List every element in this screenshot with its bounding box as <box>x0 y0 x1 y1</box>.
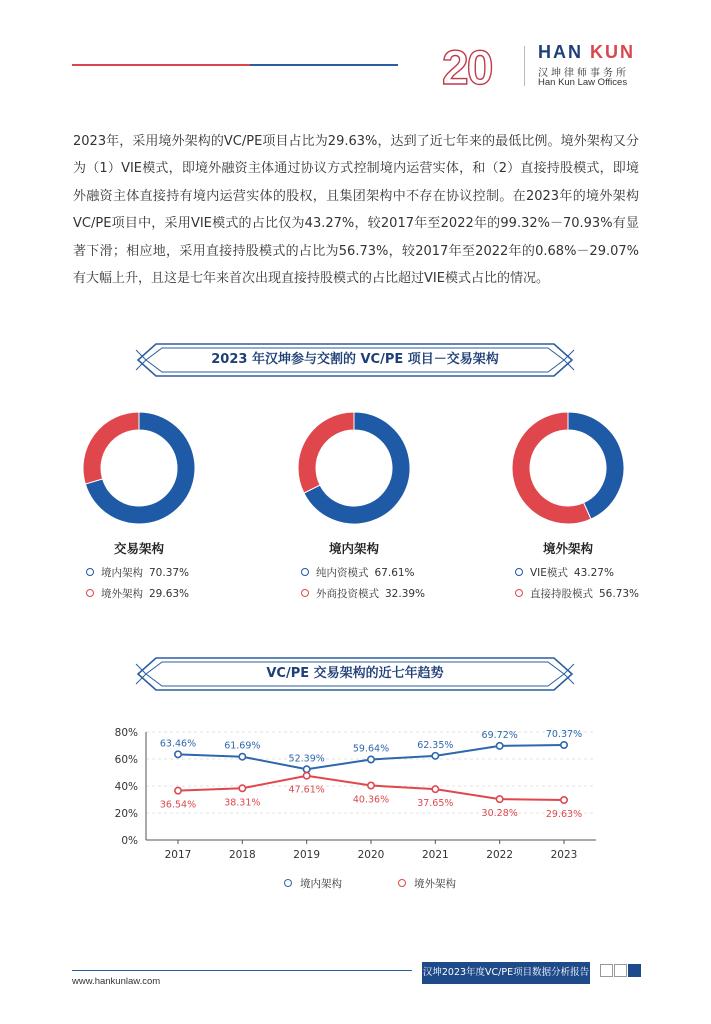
legend-marker-icon <box>301 568 309 576</box>
section-banner-transaction-structure <box>134 342 576 378</box>
footer-rule <box>72 970 412 971</box>
legend-value: 32.39% <box>385 588 426 600</box>
data-point-offshore <box>496 796 502 802</box>
donut-title-offshore-structure: 境外架构 <box>542 541 593 556</box>
footer-square-3 <box>628 964 641 977</box>
body-paragraph: 2023年，采用境外架构的VC/PE项目占比为29.63%，达到了近七年来的最低比例。境外架构又分为（1）VIE模式，即境外融资主体通过协议方式控制境内运营实体，和（2）直接持股模式，即境外融资主体直接持有境内运营实体的股权，且集团架构中不存在协议控制。在2023年的境外架构VC/PE项目中，采用VIE模式的占比仅为43.27%，较2017年至2022年的99.32%－70.93%有显著下滑；相应地，采用直接持股模式的占比为56.73%，较2017年至2022年的0.68%－29.07%有大幅上升，且这是七年来首次出现直接持股模式的占比超过VIE模式占比的情况。 <box>73 134 639 287</box>
legend-marker-icon <box>301 589 309 597</box>
donut-chart-transaction-structure <box>83 412 195 524</box>
legend-marker-icon <box>86 589 94 597</box>
data-label-offshore: 38.31% <box>224 797 261 809</box>
legend-value: 43.27% <box>573 567 614 579</box>
data-label-domestic: 70.37% <box>545 729 583 741</box>
legend-label: VIE模式 <box>530 567 568 579</box>
x-tick-label: 2020 <box>357 849 385 861</box>
data-point-offshore <box>432 786 438 792</box>
legend-marker-icon <box>515 589 523 597</box>
legend-marker-offshore <box>398 879 406 887</box>
data-label-domestic: 62.35% <box>417 739 454 751</box>
footer-report-title: 汉坤2023年度VC/PE项目数据分析报告 <box>422 962 590 984</box>
data-point-offshore <box>239 785 245 791</box>
section2-title: VC/PE 交易架构的近七年趋势 <box>266 666 444 681</box>
data-label-offshore: 40.36% <box>352 794 390 806</box>
donut-chart-offshore-structure <box>512 412 624 524</box>
data-label-offshore: 36.54% <box>159 799 197 811</box>
legend-label: 外商投资模式 <box>316 588 379 600</box>
x-tick-label: 2018 <box>228 849 256 861</box>
header-rule-red <box>72 64 250 66</box>
brand-english-name: Han Kun Law Offices <box>538 77 628 88</box>
legend-value: 29.63% <box>149 588 190 600</box>
footer-square-2 <box>614 964 627 977</box>
brand-name-part-2: KUN <box>590 42 636 62</box>
data-label-offshore: 30.28% <box>481 808 518 820</box>
legend-marker-icon <box>86 568 94 576</box>
section1-title: 2023 年汉坤参与交割的 VC/PE 项目－交易架构 <box>211 352 499 367</box>
brand-name-part-1: HAN <box>538 42 583 62</box>
trend-line-chart <box>100 720 620 900</box>
donut-legend-pure-domestic <box>301 565 415 580</box>
donut-chart-domestic-structure <box>298 412 410 524</box>
data-label-domestic: 61.69% <box>224 740 261 752</box>
brand-logo <box>538 42 635 63</box>
brand-chinese-name: 汉坤律师事务所 <box>538 68 629 79</box>
logo-number: 20 <box>442 44 492 88</box>
legend-marker-icon <box>515 568 523 576</box>
data-point-offshore <box>368 782 374 788</box>
data-label-offshore: 37.65% <box>417 798 454 810</box>
data-label-domestic: 63.46% <box>159 738 197 750</box>
footer-square-1 <box>600 964 613 977</box>
x-tick-label: 2023 <box>550 849 578 861</box>
donut-title-transaction-structure: 交易架构 <box>113 541 164 556</box>
x-tick-label: 2017 <box>164 849 192 861</box>
legend-label-domestic: 境内架构 <box>300 878 342 890</box>
y-tick-label: 80% <box>114 727 138 739</box>
chart-legend-offshore <box>398 876 456 891</box>
data-point-domestic <box>561 742 567 748</box>
donut-slice-foreign-invested <box>298 412 354 493</box>
y-tick-label: 20% <box>114 808 138 820</box>
y-tick-label: 60% <box>114 754 138 766</box>
footer-website-link[interactable]: www.hankunlaw.com <box>72 976 161 987</box>
legend-value: 56.73% <box>599 588 640 600</box>
data-label-domestic: 69.72% <box>481 729 518 741</box>
donut-slice-vie <box>568 412 624 519</box>
data-point-domestic <box>239 754 245 760</box>
x-tick-label: 2022 <box>486 849 514 861</box>
chart-legend-domestic <box>284 876 342 891</box>
donut-legend-direct-holding <box>515 586 639 601</box>
section-banner-trend <box>134 656 576 692</box>
donut-legend-offshore <box>86 586 189 601</box>
data-label-offshore: 47.61% <box>288 784 325 796</box>
data-label-domestic: 52.39% <box>288 753 325 765</box>
legend-label: 境内架构 <box>101 567 143 579</box>
y-tick-label: 40% <box>114 781 138 793</box>
data-point-domestic <box>368 756 374 762</box>
x-tick-label: 2021 <box>421 849 449 861</box>
donut-slice-offshore <box>83 412 139 484</box>
data-point-offshore <box>303 773 309 779</box>
data-point-domestic <box>175 751 181 757</box>
legend-value: 70.37% <box>149 567 190 579</box>
logo-separator <box>524 46 525 86</box>
donut-legend-vie <box>515 565 614 580</box>
donut-legend-foreign-invested <box>301 586 425 601</box>
data-label-domestic: 59.64% <box>352 743 390 755</box>
data-point-offshore <box>561 797 567 803</box>
header-rule-blue <box>250 64 398 66</box>
donut-legend-domestic <box>86 565 189 580</box>
legend-label: 境外架构 <box>101 588 143 600</box>
legend-value: 67.61% <box>374 567 415 579</box>
legend-marker-domestic <box>284 879 292 887</box>
data-label-offshore: 29.63% <box>545 808 583 820</box>
anniversary-logo <box>442 44 502 88</box>
legend-label: 直接持股模式 <box>530 588 593 600</box>
data-point-offshore <box>175 787 181 793</box>
y-tick-label: 0% <box>121 835 138 847</box>
donut-title-domestic-structure: 境内架构 <box>328 541 379 556</box>
legend-label: 纯内资模式 <box>316 567 369 579</box>
data-point-domestic <box>432 753 438 759</box>
data-point-domestic <box>496 743 502 749</box>
data-point-domestic <box>303 766 309 772</box>
legend-label-offshore: 境外架构 <box>414 878 456 890</box>
x-tick-label: 2019 <box>293 849 321 861</box>
